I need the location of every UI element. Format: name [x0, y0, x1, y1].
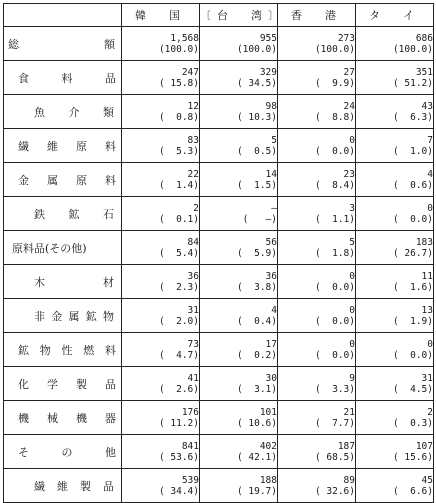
value-cell — [356, 197, 434, 231]
value-cell — [200, 197, 278, 231]
column-header: タ イ — [356, 4, 434, 27]
share-percent: ( 26.7) — [392, 247, 433, 259]
share-percent: ( 0.0) — [392, 213, 433, 225]
share-percent: ( 3.3) — [314, 383, 355, 395]
share-percent: ( 4.7) — [158, 349, 199, 361]
share-percent: ( 6.6) — [392, 485, 433, 497]
value-cell — [356, 163, 434, 197]
value-cell — [122, 197, 200, 231]
share-percent: ( 6.3) — [392, 111, 433, 123]
value-cell — [356, 435, 434, 469]
amount-value: 3 — [349, 202, 355, 214]
row-label: 非金属鉱物 — [4, 299, 122, 333]
table-header-row — [4, 4, 434, 27]
share-percent: ( 32.6) — [314, 485, 355, 497]
value-cell — [278, 61, 356, 95]
table-row — [4, 333, 434, 367]
amount-value: 31 — [187, 304, 199, 316]
amount-value: 9 — [349, 372, 355, 384]
amount-value: 41 — [187, 372, 199, 384]
value-cell — [200, 469, 278, 503]
share-percent: ( 4.5) — [392, 383, 433, 395]
value-cell — [122, 299, 200, 333]
row-label: 木 材 — [4, 265, 122, 299]
value-cell — [122, 469, 200, 503]
amount-value: 0 — [349, 270, 355, 282]
value-cell — [278, 163, 356, 197]
amount-value: 183 — [415, 236, 433, 248]
value-cell — [200, 435, 278, 469]
value-cell — [122, 95, 200, 129]
amount-value: 84 — [187, 236, 199, 248]
column-header: 韓 国 — [122, 4, 200, 27]
share-percent: ( 1.6) — [392, 281, 433, 293]
share-percent: ( 0.8) — [158, 111, 199, 123]
share-percent: ( 51.2) — [392, 77, 433, 89]
amount-value: 31 — [421, 372, 433, 384]
row-label: 化学製品 — [4, 367, 122, 401]
value-cell — [278, 27, 356, 61]
table-row — [4, 95, 434, 129]
share-percent: ( 0.4) — [236, 315, 277, 327]
share-percent: ( 5.3) — [158, 145, 199, 157]
value-cell — [356, 265, 434, 299]
table-row — [4, 265, 434, 299]
share-percent: ( 0.0) — [314, 145, 355, 157]
amount-value: 841 — [181, 440, 199, 452]
value-cell — [200, 333, 278, 367]
value-cell — [122, 231, 200, 265]
value-cell — [278, 401, 356, 435]
share-percent: ( 3.1) — [236, 383, 277, 395]
amount-value: 5 — [271, 134, 277, 146]
value-cell — [200, 129, 278, 163]
amount-value: 83 — [187, 134, 199, 146]
table-row — [4, 27, 434, 61]
table-row — [4, 61, 434, 95]
amount-value: 4 — [271, 304, 277, 316]
value-cell — [356, 27, 434, 61]
value-cell — [200, 61, 278, 95]
amount-value: 13 — [421, 304, 433, 316]
share-percent: ( 1.1) — [314, 213, 355, 225]
share-percent: ( 19.7) — [236, 485, 277, 497]
share-percent: (100.0) — [314, 43, 355, 55]
value-cell — [278, 299, 356, 333]
column-header: 〔台 湾〕 — [200, 4, 278, 27]
table-row — [4, 163, 434, 197]
amount-value: 1,568 — [170, 32, 199, 44]
value-cell — [122, 61, 200, 95]
share-percent: ( —) — [242, 213, 277, 225]
value-cell — [122, 27, 200, 61]
value-cell — [356, 299, 434, 333]
amount-value: 686 — [415, 32, 433, 44]
share-percent: ( 42.1) — [236, 451, 277, 463]
amount-value: 351 — [415, 66, 433, 78]
share-percent: ( 0.1) — [158, 213, 199, 225]
amount-value: 402 — [259, 440, 277, 452]
value-cell — [122, 401, 200, 435]
row-label: 魚 介 類 — [4, 95, 122, 129]
table-row — [4, 129, 434, 163]
amount-value: 273 — [337, 32, 355, 44]
share-percent: ( 10.3) — [236, 111, 277, 123]
share-percent: ( 0.3) — [392, 417, 433, 429]
amount-value: 30 — [265, 372, 277, 384]
amount-value: 11 — [421, 270, 433, 282]
share-percent: ( 0.0) — [314, 281, 355, 293]
value-cell — [356, 231, 434, 265]
amount-value: 56 — [265, 236, 277, 248]
row-label: 原料品(その他) — [4, 231, 122, 265]
share-percent: ( 1.9) — [392, 315, 433, 327]
value-cell — [200, 163, 278, 197]
value-cell — [278, 95, 356, 129]
amount-value: — — [271, 202, 277, 214]
amount-value: 2 — [427, 406, 433, 418]
amount-value: 21 — [343, 406, 355, 418]
share-percent: ( 0.0) — [392, 349, 433, 361]
value-cell — [356, 401, 434, 435]
share-percent: ( 34.4) — [158, 485, 199, 497]
share-percent: ( 10.6) — [236, 417, 277, 429]
share-percent: ( 2.0) — [158, 315, 199, 327]
share-percent: ( 5.9) — [236, 247, 277, 259]
amount-value: 23 — [343, 168, 355, 180]
amount-value: 0 — [349, 338, 355, 350]
value-cell — [200, 401, 278, 435]
share-percent: ( 3.8) — [236, 281, 277, 293]
value-cell — [278, 231, 356, 265]
amount-value: 107 — [415, 440, 433, 452]
amount-value: 539 — [181, 474, 199, 486]
amount-value: 14 — [265, 168, 277, 180]
share-percent: ( 1.4) — [158, 179, 199, 191]
share-percent: (100.0) — [392, 43, 433, 55]
share-percent: ( 15.8) — [158, 77, 199, 89]
value-cell — [122, 129, 200, 163]
share-percent: ( 11.2) — [158, 417, 199, 429]
share-percent: ( 1.5) — [236, 179, 277, 191]
share-percent: ( 8.8) — [314, 111, 355, 123]
share-percent: ( 5.4) — [158, 247, 199, 259]
amount-value: 36 — [187, 270, 199, 282]
value-cell — [278, 367, 356, 401]
amount-value: 4 — [427, 168, 433, 180]
share-percent: ( 15.6) — [392, 451, 433, 463]
value-cell — [356, 333, 434, 367]
share-percent: ( 34.5) — [236, 77, 277, 89]
value-cell — [200, 265, 278, 299]
value-cell — [122, 435, 200, 469]
share-percent: ( 53.6) — [158, 451, 199, 463]
column-header: 香 港 — [278, 4, 356, 27]
amount-value: 12 — [187, 100, 199, 112]
amount-value: 73 — [187, 338, 199, 350]
amount-value: 17 — [265, 338, 277, 350]
amount-value: 247 — [181, 66, 199, 78]
value-cell — [200, 231, 278, 265]
share-percent: ( 9.9) — [314, 77, 355, 89]
share-percent: ( 0.6) — [392, 179, 433, 191]
amount-value: 7 — [427, 134, 433, 146]
row-label: そ の 他 — [4, 435, 122, 469]
header-corner-cell — [4, 4, 122, 27]
row-label: 総 額 — [4, 27, 122, 61]
row-label: 鉄 鉱 石 — [4, 197, 122, 231]
amount-value: 36 — [265, 270, 277, 282]
share-percent: ( 0.0) — [314, 349, 355, 361]
import-composition-table — [3, 3, 434, 503]
amount-value: 5 — [349, 236, 355, 248]
row-label: 鉱物性燃料 — [4, 333, 122, 367]
amount-value: 45 — [421, 474, 433, 486]
amount-value: 101 — [259, 406, 277, 418]
share-percent: ( 0.0) — [314, 315, 355, 327]
table-row — [4, 435, 434, 469]
share-percent: ( 0.5) — [236, 145, 277, 157]
table-row — [4, 401, 434, 435]
amount-value: 0 — [349, 134, 355, 146]
share-percent: ( 0.2) — [236, 349, 277, 361]
share-percent: ( 8.4) — [314, 179, 355, 191]
value-cell — [122, 367, 200, 401]
share-percent: (100.0) — [158, 43, 199, 55]
table-row — [4, 469, 434, 503]
value-cell — [200, 367, 278, 401]
row-label: 金属原料 — [4, 163, 122, 197]
amount-value: 955 — [259, 32, 277, 44]
amount-value: 176 — [181, 406, 199, 418]
amount-value: 0 — [427, 338, 433, 350]
amount-value: 24 — [343, 100, 355, 112]
table-row — [4, 197, 434, 231]
share-percent: (100.0) — [236, 43, 277, 55]
value-cell — [122, 163, 200, 197]
value-cell — [278, 129, 356, 163]
amount-value: 98 — [265, 100, 277, 112]
share-percent: ( 1.8) — [314, 247, 355, 259]
value-cell — [122, 333, 200, 367]
amount-value: 0 — [427, 202, 433, 214]
value-cell — [356, 61, 434, 95]
value-cell — [356, 129, 434, 163]
amount-value: 43 — [421, 100, 433, 112]
amount-value: 22 — [187, 168, 199, 180]
value-cell — [278, 435, 356, 469]
value-cell — [356, 367, 434, 401]
share-percent: ( 2.6) — [158, 383, 199, 395]
table-row — [4, 367, 434, 401]
row-label: 繊維原料 — [4, 129, 122, 163]
value-cell — [200, 95, 278, 129]
amount-value: 188 — [259, 474, 277, 486]
value-cell — [200, 299, 278, 333]
row-label: 食 料 品 — [4, 61, 122, 95]
table-row — [4, 231, 434, 265]
value-cell — [278, 197, 356, 231]
table-body — [4, 27, 434, 503]
amount-value: 27 — [343, 66, 355, 78]
amount-value: 89 — [343, 474, 355, 486]
value-cell — [122, 265, 200, 299]
share-percent: ( 68.5) — [314, 451, 355, 463]
share-percent: ( 1.0) — [392, 145, 433, 157]
table-row — [4, 299, 434, 333]
amount-value: 329 — [259, 66, 277, 78]
amount-value: 187 — [337, 440, 355, 452]
value-cell — [278, 265, 356, 299]
value-cell — [278, 469, 356, 503]
share-percent: ( 7.7) — [314, 417, 355, 429]
share-percent: ( 2.3) — [158, 281, 199, 293]
amount-value: 2 — [193, 202, 199, 214]
value-cell — [278, 333, 356, 367]
value-cell — [356, 95, 434, 129]
amount-value: 0 — [349, 304, 355, 316]
value-cell — [356, 469, 434, 503]
row-label: 機械機器 — [4, 401, 122, 435]
value-cell — [200, 27, 278, 61]
row-label: 繊維製品 — [4, 469, 122, 503]
